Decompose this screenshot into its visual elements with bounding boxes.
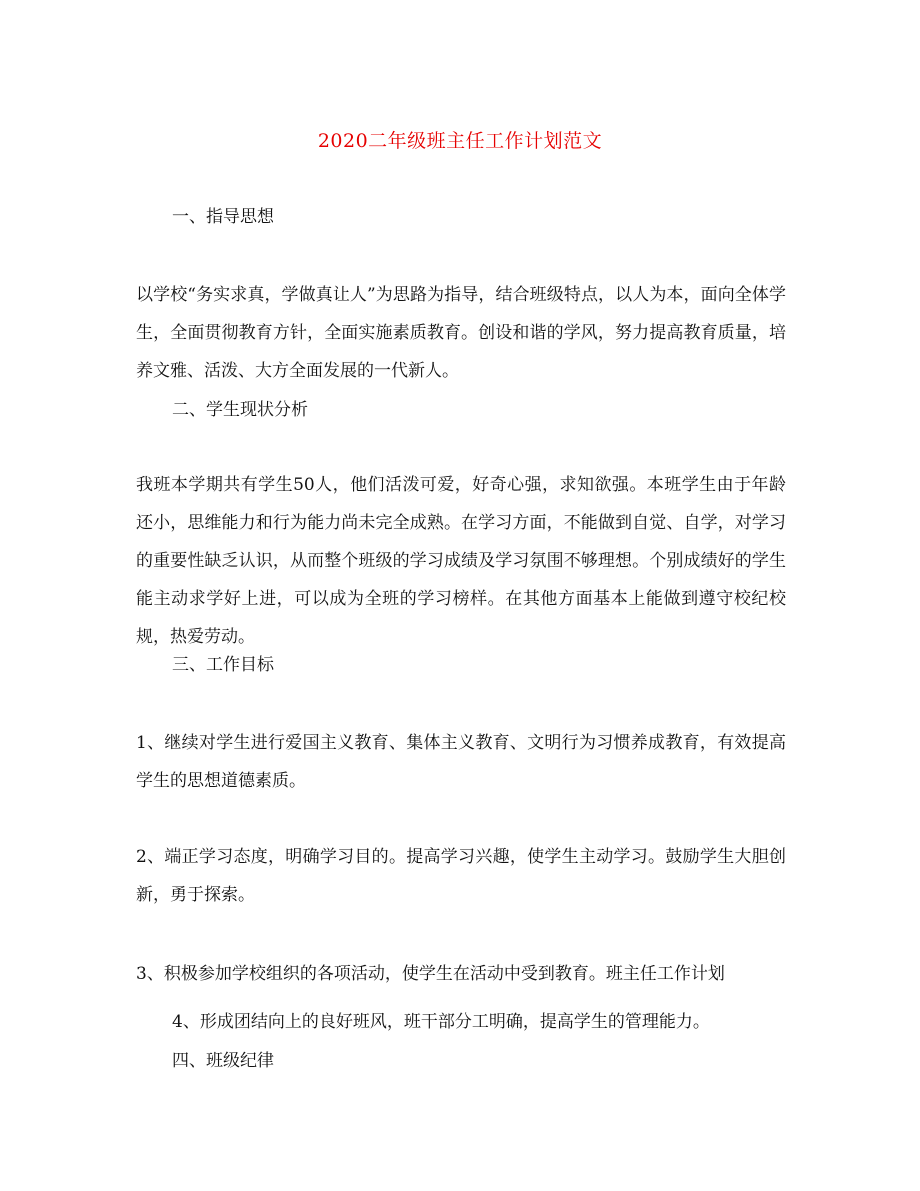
section-heading-class-discipline: 四、班级纪律 bbox=[172, 1051, 274, 1071]
document-title: 2020二年级班主任工作计划范文 bbox=[317, 130, 603, 152]
list-item-goal-1: 1、继续对学生进行爱国主义教育、集体主义教育、文明行为习惯养成教育，有效提高学生的思想道德素质。 bbox=[136, 733, 786, 791]
list-item-goal-2: 2、端正学习态度，明确学习目的。提高学习兴趣，使学生主动学习。鼓励学生大胆创新，勇于探索。 bbox=[136, 847, 786, 905]
list-item-goal-4: 4、形成团结向上的良好班风，班干部分工明确，提高学生的管理能力。 bbox=[172, 1012, 710, 1032]
section-heading-work-goals: 三、工作目标 bbox=[172, 655, 274, 675]
section-heading-student-analysis: 二、学生现状分析 bbox=[172, 400, 308, 420]
paragraph-student-analysis: 我班本学期共有学生50人，他们活泼可爱，好奇心强，求知欲强。本班学生由于年龄还小，思维能力和行为能力尚未完全成熟。在学习方面，不能做到自觉、自学，对学习的重要性缺乏认识，从而整个班级的学习成绩及学习氛围不够理想。个别成绩好的学生能主动求学好上进，可以成为全班的学习榜样。在其他方面基本上能做到遵守校纪校规，热爱劳动。 bbox=[136, 475, 786, 647]
list-item-goal-3: 3、积极参加学校组织的各项活动，使学生在活动中受到教育。班主任工作计划 bbox=[136, 964, 725, 984]
paragraph-guiding-ideology: 以学校“务实求真，学做真让人”为思路为指导，结合班级特点，以人为本，面向全体学生，全面贯彻教育方针，全面实施素质教育。创设和谐的学风，努力提高教育质量，培养文雅、活泼、大方全面发展的一代新人。 bbox=[136, 285, 786, 381]
section-heading-guiding-ideology: 一、指导思想 bbox=[172, 207, 274, 227]
